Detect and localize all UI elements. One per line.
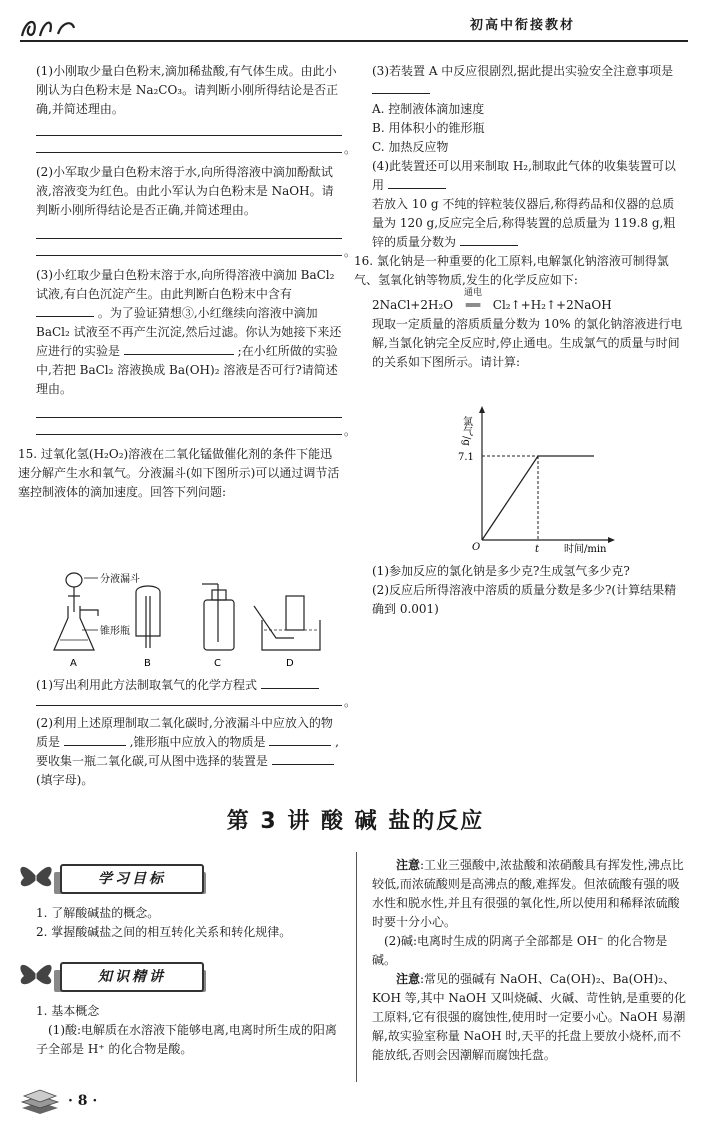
answer-line bbox=[36, 255, 342, 256]
butterfly-icon bbox=[14, 858, 58, 894]
y-axis-label: 氯气/g bbox=[460, 416, 472, 446]
answer-blank[interactable] bbox=[372, 81, 430, 94]
left-column bbox=[18, 62, 342, 502]
q15-part4 bbox=[372, 157, 686, 195]
header-title: 初高中衔接教材 bbox=[470, 18, 576, 33]
badge-learning-goals bbox=[10, 858, 200, 894]
q15-intro: 15. 过氧化氢(H₂O₂)溶液在二氧化锰做催化剂的条件下能迅速分解产生水和氧气。分液漏斗(如下图所示)可以通过调节活塞控制液体的滴加速度。回答下列问题: bbox=[18, 447, 340, 499]
note-base bbox=[372, 970, 688, 1065]
q15-part3 bbox=[372, 62, 686, 100]
label-d: D bbox=[286, 658, 294, 669]
left-column-lower bbox=[36, 676, 342, 790]
equation-condition: 通电 bbox=[463, 288, 482, 298]
goals-list bbox=[36, 904, 346, 942]
y-axis-arrow-icon bbox=[479, 406, 485, 413]
option-a: A. 控制液体滴加速度 bbox=[372, 102, 485, 116]
q14-part3-c: ;在小红所做的实验中,若把 BaCl₂ 溶液换成 Ba(OH)₂ 溶液是否可行?请简述理由。 bbox=[36, 344, 338, 396]
book-stack-icon bbox=[18, 1088, 62, 1118]
q15-part4-b bbox=[372, 195, 686, 252]
y-tick-label: 7.1 bbox=[458, 452, 474, 463]
q15-part3-text: (3)若装置 A 中反应很剧烈,据此提出实验安全注意事项是 bbox=[372, 64, 674, 78]
chemical-equation bbox=[372, 288, 686, 315]
origin-label: O bbox=[472, 542, 481, 553]
header-rule bbox=[20, 40, 688, 42]
q15-part2-b: ,锥形瓶中应放入的物质是 bbox=[129, 735, 266, 749]
q16-body: 现取一定质量的溶质质量分数为 10% 的氯化钠溶液进行电解,当氯化钠完全反应时,停止通电。生成氯气的质量与时间的关系如下图所示。请计算: bbox=[372, 317, 683, 369]
basic-heading: 1. 基本概念 bbox=[36, 1004, 100, 1018]
q15-part2-a: (2)利用上述原理制取二氧化碳时,分液漏斗中应放入的物质是 bbox=[36, 716, 333, 749]
answer-blank[interactable] bbox=[64, 733, 126, 746]
answer-blank[interactable] bbox=[269, 733, 331, 746]
label-funnel: 分液漏斗 bbox=[100, 574, 140, 585]
answer-blank[interactable] bbox=[261, 676, 319, 689]
note-text: :工业三强酸中,浓盐酸和浓硝酸具有挥发性,沸点比较低,而浓硫酸则是高沸点的酸,难挥发。但浓硫酸有强的吸水性和脱水性,并且有很强的氧化性,所以使用和稀释浓硫酸时要十分小心。 bbox=[372, 858, 684, 929]
answer-blank[interactable] bbox=[36, 304, 94, 317]
apparatus-figure bbox=[50, 566, 350, 670]
q15-part4-a: (4)此装置还可以用来制取 H₂,制取此气体的收集装置可以用 bbox=[372, 159, 676, 192]
q15-part2 bbox=[36, 714, 342, 790]
q14-part1: (1)小刚取少量白色粉末,滴加稀盐酸,有气体生成。由此小刚认为白色粉末是 Na₂CO₃。请判断小刚所得结论是否正确,并简述理由。 bbox=[36, 64, 339, 116]
label-b: B bbox=[144, 658, 151, 669]
apparatus-c-bottle-icon bbox=[202, 584, 234, 650]
badge-knowledge bbox=[10, 956, 200, 992]
answer-line bbox=[36, 434, 342, 435]
equation-arrow bbox=[457, 288, 489, 315]
q15-part4-b-text: 若放入 10 g 不纯的锌粒装仪器后,称得药品和仪器的总质量为 120 g,反应完全后,称得装置的总质量为 119.8 g,粗锌的质量分数为 bbox=[372, 197, 676, 249]
q14-part3 bbox=[36, 266, 342, 399]
note-label: 注意 bbox=[396, 972, 421, 986]
q16-intro: 16. 氯化钠是一种重要的化工原料,电解氯化钠溶液可制得氯气、氢氧化钠等物质,发生的化学反应如下: bbox=[354, 254, 669, 287]
answer-line bbox=[36, 152, 342, 153]
apparatus-b-bottle-icon bbox=[136, 586, 160, 648]
option-c: C. 加热反应物 bbox=[372, 140, 449, 154]
answer-blank[interactable] bbox=[272, 752, 334, 765]
label-c: C bbox=[214, 658, 221, 669]
answer-blank[interactable] bbox=[124, 342, 234, 355]
q14-part2: (2)小军取少量白色粉末溶于水,向所得溶液中滴加酚酞试液,溶液变为红色。由此小军认为白色粉末是 NaOH。请判断小刚所得结论是否正确,并简述理由。 bbox=[36, 165, 334, 217]
answer-line bbox=[36, 135, 342, 136]
q14-part3-b: 。为了验证猜想③,小红继续向溶液中滴加 BaCl₂ 试液至不再产生沉淀,然后过滤。你认为她接下来还应进行的实验是 bbox=[36, 306, 342, 358]
note-text: :常见的强碱有 NaOH、Ca(OH)₂、Ba(OH)₂、KOH 等,其中 NaOH 又叫烧碱、火碱、苛性钠,是重要的化工原料,它有很强的腐蚀性,使用时一定要小心。NaOH 易潮解,故实验室称量 NaOH 时,天平的托盘上要放小烧杯,而不能放纸,否则会因潮解而腐蚀托盘。 bbox=[372, 972, 686, 1062]
goal-item: 2. 掌握酸碱盐之间的相互转化关系和转化规律。 bbox=[36, 925, 292, 939]
answer-line bbox=[36, 417, 342, 418]
answer-line bbox=[36, 705, 342, 706]
x-axis-arrow-icon bbox=[608, 537, 615, 543]
answer-blank[interactable] bbox=[460, 233, 518, 246]
base-definition: (2)碱:电离时生成的阴离子全部都是 OH⁻ 的化合物是碱。 bbox=[372, 934, 668, 967]
answer-blank[interactable] bbox=[388, 176, 446, 189]
notes-column bbox=[372, 856, 688, 1065]
q15-part2-c: ,要收集一瓶二氧化碳,可从图中选择的装置是 bbox=[36, 735, 339, 768]
equation-right: Cl₂↑+H₂↑+2NaOH bbox=[492, 298, 612, 312]
label-a: A bbox=[70, 658, 77, 669]
apparatus-d-trough-icon bbox=[254, 596, 320, 650]
equals-sign-icon: ══ bbox=[465, 298, 481, 312]
badge-label: 学习目标 bbox=[60, 864, 204, 894]
chlorine-time-chart bbox=[452, 404, 632, 554]
x-tick-label: t bbox=[535, 544, 540, 554]
basic-concepts bbox=[36, 1002, 346, 1059]
right-column bbox=[354, 62, 686, 372]
badge-label: 知识精讲 bbox=[60, 962, 204, 992]
q16-part2: (2)反应后所得溶液中溶质的质量分数是多少?(计算结果精确到 0.001) bbox=[372, 583, 677, 616]
q15-part2-d: (填字母)。 bbox=[36, 773, 94, 787]
q15-part1 bbox=[36, 676, 342, 695]
label-flask: 锥形瓶 bbox=[100, 626, 130, 637]
equation-left: 2NaCl+2H₂O bbox=[372, 298, 454, 312]
q15-part1-text: (1)写出利用此方法制取氧气的化学方程式 bbox=[36, 678, 257, 692]
acid-definition: (1)酸:电解质在水溶液下能够电离,电离时所生成的阳离子全部是 H⁺ 的化合物是酸。 bbox=[36, 1023, 337, 1056]
note-label: 注意 bbox=[396, 858, 421, 872]
swirl-logo-icon bbox=[18, 14, 78, 40]
apparatus-a-flask-icon bbox=[54, 573, 98, 650]
section-title: 第 3 讲 酸 碱 盐的反应 bbox=[226, 809, 485, 834]
option-b: B. 用体积小的锥形瓶 bbox=[372, 121, 485, 135]
q14-part3-a: (3)小红取少量白色粉末溶于水,向所得溶液中滴加 BaCl₂ 试液,有白色沉淀产生。由此判断白色粉末中含有 bbox=[36, 268, 335, 301]
x-axis-label: 时间/min bbox=[564, 544, 607, 554]
butterfly-icon bbox=[14, 956, 58, 992]
note-acid bbox=[372, 856, 688, 932]
column-divider bbox=[356, 852, 357, 1082]
page-number: · 8 · bbox=[68, 1093, 98, 1109]
header-logo bbox=[18, 14, 78, 40]
goal-item: 1. 了解酸碱盐的概念。 bbox=[36, 906, 160, 920]
answer-line bbox=[36, 238, 342, 239]
right-column-lower bbox=[372, 562, 686, 619]
q16-part1: (1)参加反应的氯化钠是多少克?生成氢气多少克? bbox=[372, 564, 630, 578]
